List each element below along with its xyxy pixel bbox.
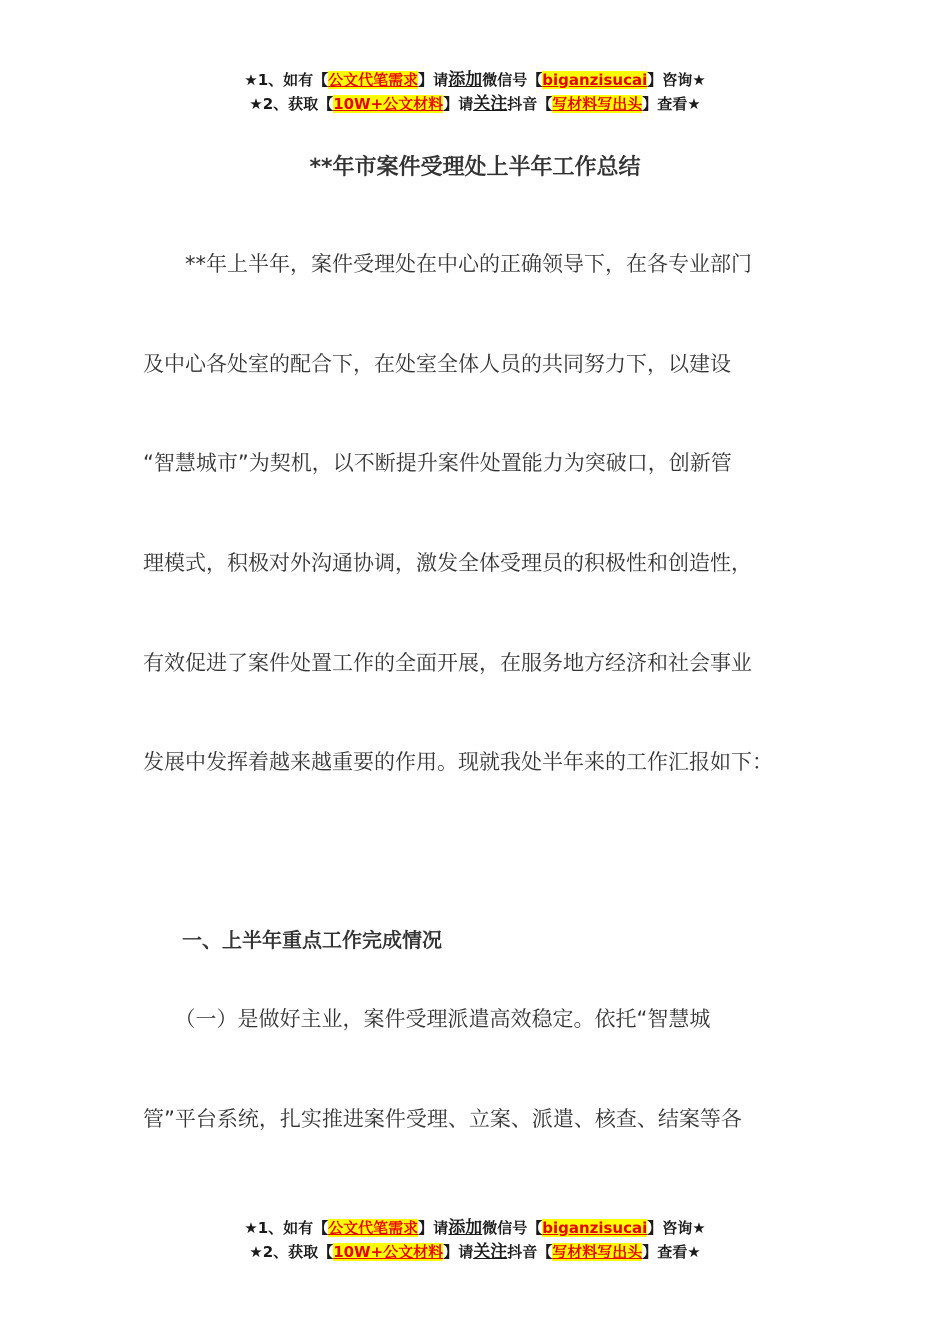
douyin-id-highlight: 写材料写出头 — [552, 95, 643, 113]
paragraph-line: 有效促进了案件处置工作的全面开展，在服务地方经济和社会事业 — [143, 650, 752, 675]
paragraph-line: **年上半年，案件受理处在中心的正确领导下，在各专业部门 — [143, 252, 752, 276]
banner-line-2: ★2、获取【10W+公文材料】请关注抖音【写材料写出头】查看★ — [249, 1242, 701, 1262]
banner-line-1: ★1、如有【公文代笔需求】请添加微信号【biganzisucai】咨询★ — [244, 70, 706, 90]
materials-highlight: 10W+公文材料 — [333, 1243, 444, 1261]
add-emphasis: 添加 — [448, 70, 483, 90]
banner-line-1: ★1、如有【公文代笔需求】请添加微信号【biganzisucai】咨询★ — [244, 1218, 706, 1238]
bottom-banner — [0, 1216, 950, 1264]
follow-emphasis: 关注 — [473, 1242, 508, 1262]
intro-paragraph — [143, 215, 823, 813]
paragraph-line: 发展中发挥着越来越重要的作用。现就我处半年来的工作汇报如下： — [143, 750, 773, 775]
section-heading: 一、上半年重点工作完成情况 — [182, 928, 442, 952]
document-title: **年市案件受理处上半年工作总结 — [309, 155, 641, 180]
wechat-id-highlight: biganzisucai — [542, 71, 648, 89]
follow-emphasis: 关注 — [473, 94, 508, 114]
douyin-id-highlight: 写材料写出头 — [552, 1243, 643, 1261]
add-emphasis: 添加 — [448, 1218, 483, 1238]
paragraph-line: “智慧城市”为契机，以不断提升案件处置能力为突破口，创新管 — [143, 451, 732, 476]
paragraph-line: 及中心各处室的配合下，在处室全体人员的共同努力下，以建设 — [143, 351, 731, 376]
paragraph-line: 管”平台系统，扎实推进案件受理、立案、派遣、核查、结案等各 — [143, 1106, 742, 1131]
paragraph-line: 理模式，积极对外沟通协调，激发全体受理员的积极性和创造性， — [143, 551, 752, 576]
ghostwriting-highlight: 公文代笔需求 — [328, 1219, 419, 1237]
materials-highlight: 10W+公文材料 — [333, 95, 444, 113]
wechat-id-highlight: biganzisucai — [542, 1219, 648, 1237]
banner-line-2: ★2、获取【10W+公文材料】请关注抖音【写材料写出头】查看★ — [249, 94, 701, 114]
top-banner — [0, 68, 950, 116]
ghostwriting-highlight: 公文代笔需求 — [328, 71, 419, 89]
paragraph-line: （一）是做好主业，案件受理派遣高效稳定。依托“智慧城 — [143, 1007, 711, 1031]
section-paragraph — [143, 970, 823, 1169]
